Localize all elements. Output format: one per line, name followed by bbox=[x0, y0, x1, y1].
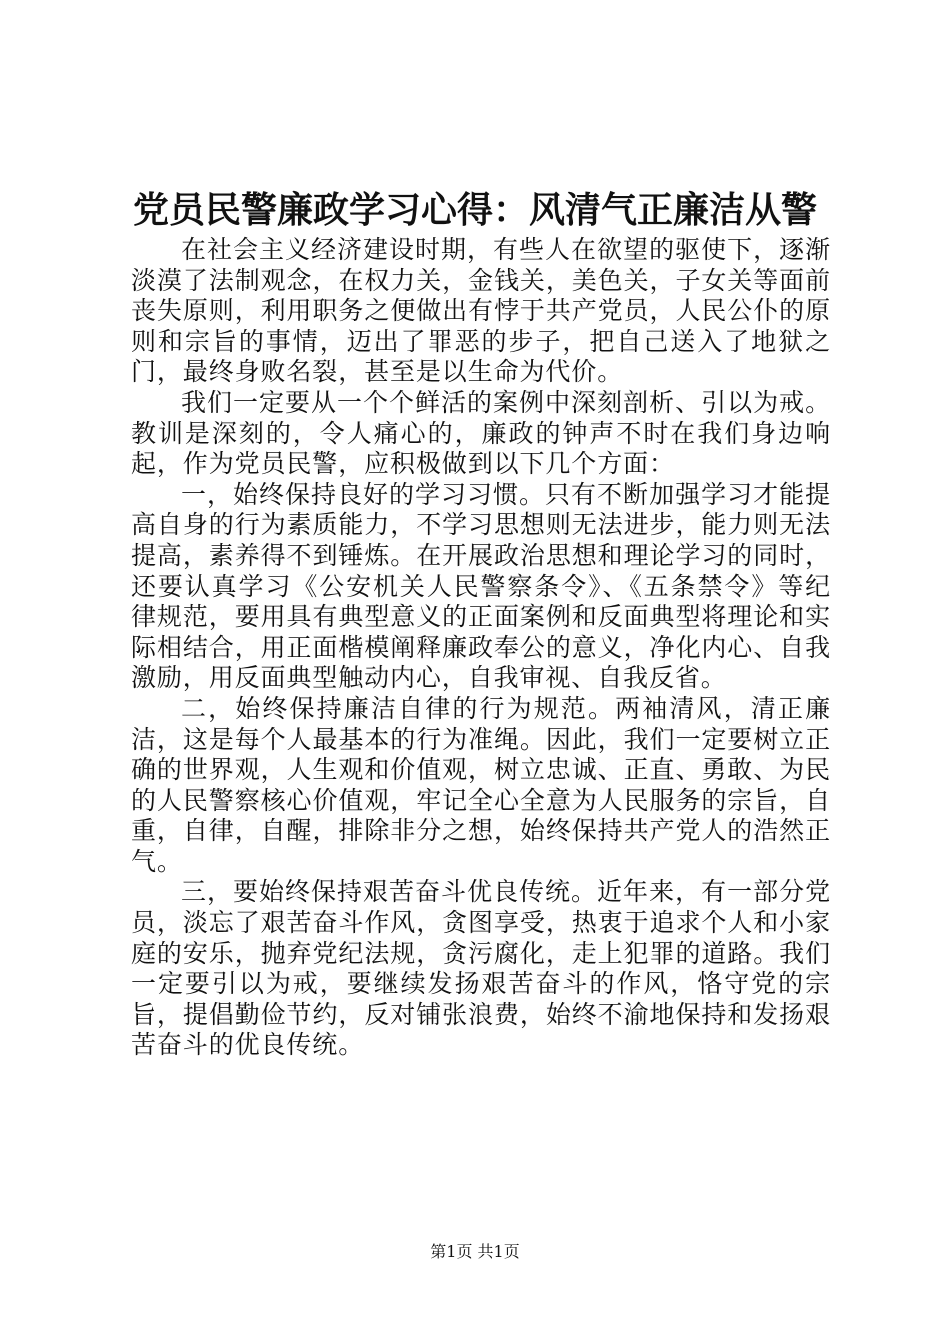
paragraph-point-one: 一，始终保持良好的学习习惯。只有不断加强学习才能提高自身的行为素质能力，不学习思想则无法进步，能力则无法提高，素养得不到锤炼。在开展政治思想和理论学习的同时，还要认真学习《公安机关人民警察条令》、《五条禁令》等纪律规范，要用具有典型意义的正面案例和反面典型将理论和实际相结合，用正面楷模阐释廉政奉公的意义，净化内心、自我激励，用反面典型触动内心，自我审视、自我反省。 bbox=[131, 479, 831, 693]
page-number-footer: 第1页 共1页 bbox=[430, 1242, 520, 1261]
paragraph-point-three: 三，要始终保持艰苦奋斗优良传统。近年来，有一部分党员，淡忘了艰苦奋斗作风，贪图享受，热衷于追求个人和小家庭的安乐，抛弃党纪法规，贪污腐化，走上犯罪的道路。我们一定要引以为戒，要继续发扬艰苦奋斗的作风，恪守党的宗旨，提倡勤俭节约，反对铺张浪费，始终不渝地保持和发扬艰苦奋斗的优良传统。 bbox=[131, 877, 831, 1060]
document-body bbox=[131, 235, 831, 1061]
document-title: 党员民警廉政学习心得：风清气正廉洁从警 bbox=[132, 189, 817, 231]
paragraph-point-two: 二，始终保持廉洁自律的行为规范。两袖清风，清正廉洁，这是每个人最基本的行为准绳。因此，我们一定要树立正确的世界观，人生观和价值观，树立忠诚、正直、勇敢、为民的人民警察核心价值观，牢记全心全意为人民服务的宗旨，自重，自律，自醒，排除非分之想，始终保持共产党人的浩然正气。 bbox=[131, 693, 831, 876]
paragraph-lesson: 我们一定要从一个个鲜活的案例中深刻剖析、引以为戒。教训是深刻的，令人痛心的，廉政的钟声不时在我们身边响起，作为党员民警，应积极做到以下几个方面： bbox=[131, 387, 831, 479]
paragraph-intro: 在社会主义经济建设时期，有些人在欲望的驱使下，逐渐淡漠了法制观念，在权力关，金钱关，美色关，子女关等面前丧失原则，利用职务之便做出有悖于共产党员，人民公仆的原则和宗旨的事情，迈出了罪恶的步子，把自己送入了地狱之门，最终身败名裂，甚至是以生命为代价。 bbox=[131, 235, 831, 387]
